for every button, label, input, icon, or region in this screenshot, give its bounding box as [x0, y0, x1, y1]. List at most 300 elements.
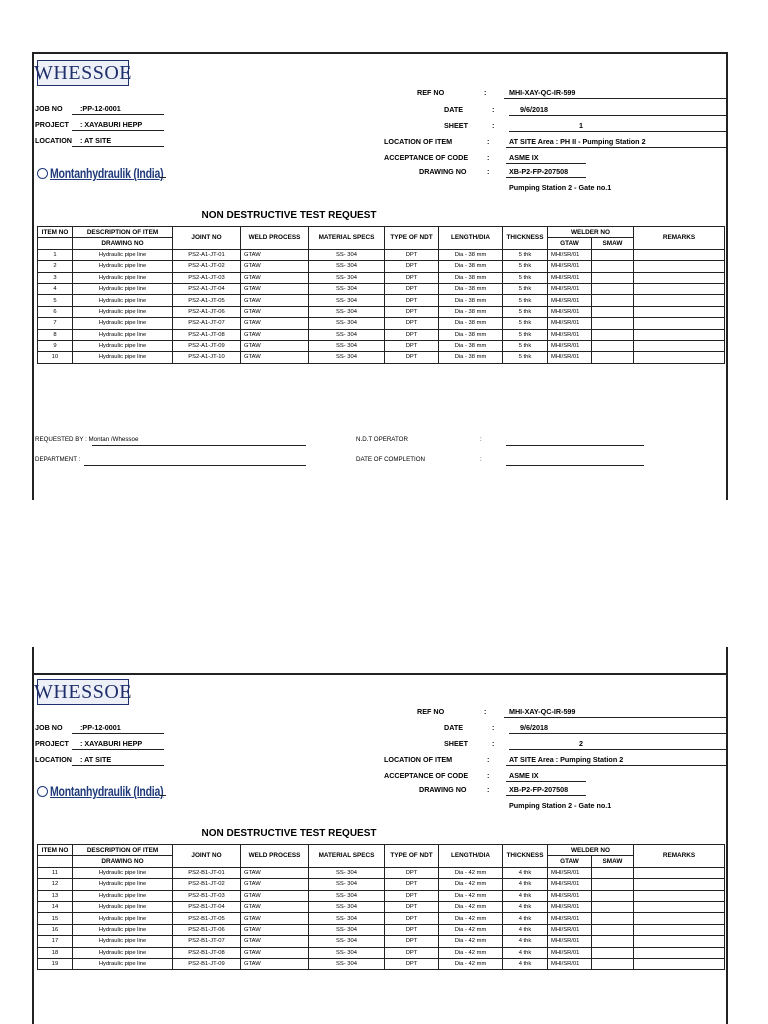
cell-weld-process: GTAW [241, 879, 309, 890]
cell-welder-smaw [592, 352, 634, 363]
header-welder-no: WELDER NO [548, 227, 634, 238]
cell-remarks [634, 901, 725, 912]
cell-description: Hydraulic pipe line [73, 352, 173, 363]
cell-remarks [634, 283, 725, 294]
cell-welder-smaw [592, 901, 634, 912]
cell-description: Hydraulic pipe line [73, 283, 173, 294]
table-row [38, 272, 725, 283]
location-label: LOCATION [35, 136, 72, 145]
cell-material-specs: SS- 304 [309, 283, 385, 294]
drawing-no-label: DRAWING NO [419, 785, 467, 794]
cell-remarks [634, 306, 725, 317]
cell-joint-no: PS2-A1-JT-02 [173, 261, 241, 272]
cell-type-of-ndt: DPT [385, 913, 439, 924]
location-of-item-label: LOCATION OF ITEM [384, 137, 453, 146]
table-title: NON DESTRUCTIVE TEST REQUEST [201, 828, 377, 839]
cell-joint-no: PS2-B1-JT-08 [173, 947, 241, 958]
cell-material-specs: SS- 304 [309, 958, 385, 969]
cell-welder-gtaw: MHI/SR/01 [548, 947, 592, 958]
drawing-no-colon: : [487, 785, 490, 794]
drawing-no-value: XB-P2-FP-207508 [509, 785, 569, 794]
cell-material-specs: SS- 304 [309, 936, 385, 947]
cell-description: Hydraulic pipe line [73, 329, 173, 340]
cell-length-dia: Dia - 42 mm [439, 901, 503, 912]
cell-description: Hydraulic pipe line [73, 867, 173, 878]
date-of-completion-colon: : [480, 456, 482, 463]
cell-length-dia: Dia - 42 mm [439, 890, 503, 901]
cell-material-specs: SS- 304 [309, 947, 385, 958]
ndt-table-2 [37, 844, 725, 970]
cell-length-dia: Dia - 38 mm [439, 352, 503, 363]
montanhydraulik-logo [37, 166, 195, 181]
cell-joint-no: PS2-B1-JT-04 [173, 901, 241, 912]
cell-item-no: 1 [38, 249, 73, 260]
header-type-of-ndt: TYPE OF NDT [385, 227, 439, 250]
table-row [38, 913, 725, 924]
table-body [38, 249, 725, 363]
cell-thickness: 5 thk [503, 272, 548, 283]
cell-welder-smaw [592, 340, 634, 351]
header-type-of-ndt: TYPE OF NDT [385, 845, 439, 868]
cell-welder-gtaw: MHI/SR/01 [548, 306, 592, 317]
cell-thickness: 5 thk [503, 261, 548, 272]
cell-description: Hydraulic pipe line [73, 295, 173, 306]
cell-weld-process: GTAW [241, 947, 309, 958]
date-value: 9/6/2018 [520, 723, 548, 732]
cell-thickness: 5 thk [503, 249, 548, 260]
cell-joint-no: PS2-B1-JT-05 [173, 913, 241, 924]
cell-thickness: 4 thk [503, 890, 548, 901]
table-row [38, 352, 725, 363]
montanhydraulik-emblem-icon [37, 168, 48, 179]
cell-weld-process: GTAW [241, 890, 309, 901]
location-of-item-value: AT SITE Area : Pumping Station 2 [509, 755, 624, 764]
cell-length-dia: Dia - 38 mm [439, 249, 503, 260]
ref-no-label: REF NO [417, 707, 445, 716]
cell-length-dia: Dia - 38 mm [439, 340, 503, 351]
cell-welder-gtaw: MHI/SR/01 [548, 936, 592, 947]
date-label: DATE [444, 105, 464, 114]
cell-thickness: 4 thk [503, 947, 548, 958]
cell-welder-gtaw: MHI/SR/01 [548, 901, 592, 912]
cell-material-specs: SS- 304 [309, 306, 385, 317]
header-smaw: SMAW [592, 238, 634, 249]
cell-length-dia: Dia - 42 mm [439, 913, 503, 924]
cell-welder-gtaw: MHI/SR/01 [548, 867, 592, 878]
cell-description: Hydraulic pipe line [73, 261, 173, 272]
cell-type-of-ndt: DPT [385, 283, 439, 294]
cell-description: Hydraulic pipe line [73, 306, 173, 317]
table-row [38, 924, 725, 935]
cell-welder-smaw [592, 272, 634, 283]
cell-item-no: 9 [38, 340, 73, 351]
drawing-no-value: XB-P2-FP-207508 [509, 167, 569, 176]
cell-joint-no: PS2-B1-JT-07 [173, 936, 241, 947]
cell-weld-process: GTAW [241, 295, 309, 306]
cell-remarks [634, 340, 725, 351]
table-row [38, 879, 725, 890]
cell-description: Hydraulic pipe line [73, 318, 173, 329]
cell-remarks [634, 867, 725, 878]
cell-remarks [634, 958, 725, 969]
cell-joint-no: PS2-B1-JT-09 [173, 958, 241, 969]
cell-welder-gtaw: MHI/SR/01 [548, 890, 592, 901]
header-smaw: SMAW [592, 856, 634, 867]
cell-material-specs: SS- 304 [309, 924, 385, 935]
cell-type-of-ndt: DPT [385, 890, 439, 901]
location-of-item-colon: : [487, 755, 490, 764]
ref-no-label: REF NO [417, 88, 445, 97]
ref-no-value: MHI-XAY-QC-IR-599 [509, 707, 576, 716]
cell-joint-no: PS2-B1-JT-06 [173, 924, 241, 935]
cell-description: Hydraulic pipe line [73, 936, 173, 947]
cell-welder-gtaw: MHI/SR/01 [548, 318, 592, 329]
cell-description: Hydraulic pipe line [73, 879, 173, 890]
header-item-no: ITEM NO [38, 227, 73, 238]
date-colon: : [492, 105, 495, 114]
header-joint-no: JOINT NO [173, 227, 241, 250]
cell-welder-gtaw: MHI/SR/01 [548, 272, 592, 283]
table-row [38, 901, 725, 912]
cell-joint-no: PS2-A1-JT-10 [173, 352, 241, 363]
project-value: : XAYABURI HEPP [80, 739, 143, 748]
cell-remarks [634, 261, 725, 272]
cell-welder-smaw [592, 947, 634, 958]
location-label: LOCATION [35, 755, 72, 764]
drawing-no-colon: : [487, 167, 490, 176]
cell-item-no: 13 [38, 890, 73, 901]
department: DEPARTMENT : [35, 456, 81, 463]
ref-no-value: MHI-XAY-QC-IR-599 [509, 88, 576, 97]
header-weld-process: WELD PROCESS [241, 845, 309, 868]
cell-thickness: 4 thk [503, 924, 548, 935]
cell-length-dia: Dia - 38 mm [439, 318, 503, 329]
acceptance-code-value: ASME IX [509, 153, 539, 162]
cell-weld-process: GTAW [241, 249, 309, 260]
sheet-label: SHEET [444, 739, 468, 748]
cell-item-no: 5 [38, 295, 73, 306]
cell-welder-smaw [592, 261, 634, 272]
cell-item-no: 10 [38, 352, 73, 363]
cell-welder-gtaw: MHI/SR/01 [548, 340, 592, 351]
cell-item-no: 14 [38, 901, 73, 912]
cell-welder-smaw [592, 936, 634, 947]
acceptance-code-value: ASME IX [509, 771, 539, 780]
cell-item-no: 2 [38, 261, 73, 272]
header-length-dia: LENGTH/DIA [439, 227, 503, 250]
cell-thickness: 4 thk [503, 958, 548, 969]
cell-material-specs: SS- 304 [309, 879, 385, 890]
cell-item-no: 15 [38, 913, 73, 924]
table-row [38, 249, 725, 260]
whessoe-logo-text: WHESSOE [34, 680, 132, 703]
cell-item-no: 18 [38, 947, 73, 958]
cell-description: Hydraulic pipe line [73, 249, 173, 260]
cell-thickness: 5 thk [503, 318, 548, 329]
cell-description: Hydraulic pipe line [73, 272, 173, 283]
cell-length-dia: Dia - 42 mm [439, 867, 503, 878]
cell-material-specs: SS- 304 [309, 913, 385, 924]
cell-welder-gtaw: MHI/SR/01 [548, 261, 592, 272]
cell-type-of-ndt: DPT [385, 352, 439, 363]
header-remarks: REMARKS [634, 845, 725, 868]
cell-thickness: 4 thk [503, 879, 548, 890]
ndt-operator-label: N.D.T OPERATOR [356, 436, 408, 443]
cell-joint-no: PS2-A1-JT-08 [173, 329, 241, 340]
cell-weld-process: GTAW [241, 936, 309, 947]
cell-weld-process: GTAW [241, 958, 309, 969]
cell-welder-smaw [592, 879, 634, 890]
table-header-row [38, 227, 725, 238]
cell-joint-no: PS2-A1-JT-06 [173, 306, 241, 317]
cell-description: Hydraulic pipe line [73, 924, 173, 935]
cell-type-of-ndt: DPT [385, 924, 439, 935]
cell-length-dia: Dia - 42 mm [439, 936, 503, 947]
ndt-sheet-2 [32, 647, 728, 1024]
cell-welder-gtaw: MHI/SR/01 [548, 879, 592, 890]
header-item-no: ITEM NO [38, 845, 73, 856]
cell-welder-smaw [592, 958, 634, 969]
cell-weld-process: GTAW [241, 283, 309, 294]
requested-by: REQUESTED BY : Montan /Whessoe [35, 436, 139, 443]
cell-welder-gtaw: MHI/SR/01 [548, 924, 592, 935]
cell-material-specs: SS- 304 [309, 272, 385, 283]
montanhydraulik-emblem-icon [37, 786, 48, 797]
montanhydraulik-logo-text: Montanhydraulik (India) [50, 784, 164, 799]
header-description: DESCRIPTION OF ITEM [73, 227, 173, 238]
drawing-description: Pumping Station 2 - Gate no.1 [509, 183, 612, 192]
table-row [38, 867, 725, 878]
table-row [38, 340, 725, 351]
project-value: : XAYABURI HEPP [80, 120, 143, 129]
cell-remarks [634, 947, 725, 958]
acceptance-code-label: ACCEPTANCE OF CODE [384, 771, 469, 780]
date-of-completion-label: DATE OF COMPLETION [356, 456, 425, 463]
project-label: PROJECT [35, 739, 69, 748]
table-header-row [38, 845, 725, 856]
cell-welder-smaw [592, 283, 634, 294]
date-value: 9/6/2018 [520, 105, 548, 114]
cell-type-of-ndt: DPT [385, 936, 439, 947]
cell-weld-process: GTAW [241, 329, 309, 340]
job-no-value: :PP-12-0001 [80, 723, 121, 732]
location-of-item-value: AT SITE Area : PH II - Pumping Station 2 [509, 137, 646, 146]
table-row [38, 295, 725, 306]
cell-description: Hydraulic pipe line [73, 958, 173, 969]
cell-material-specs: SS- 304 [309, 329, 385, 340]
cell-thickness: 5 thk [503, 352, 548, 363]
cell-type-of-ndt: DPT [385, 295, 439, 306]
cell-thickness: 4 thk [503, 867, 548, 878]
whessoe-logo [34, 60, 132, 86]
cell-type-of-ndt: DPT [385, 947, 439, 958]
cell-welder-gtaw: MHI/SR/01 [548, 913, 592, 924]
cell-welder-smaw [592, 329, 634, 340]
cell-item-no: 6 [38, 306, 73, 317]
cell-length-dia: Dia - 42 mm [439, 924, 503, 935]
cell-welder-gtaw: MHI/SR/01 [548, 329, 592, 340]
cell-welder-smaw [592, 295, 634, 306]
cell-remarks [634, 913, 725, 924]
cell-remarks [634, 329, 725, 340]
cell-weld-process: GTAW [241, 352, 309, 363]
cell-type-of-ndt: DPT [385, 329, 439, 340]
table-row [38, 936, 725, 947]
cell-material-specs: SS- 304 [309, 261, 385, 272]
cell-type-of-ndt: DPT [385, 340, 439, 351]
cell-thickness: 4 thk [503, 901, 548, 912]
cell-remarks [634, 924, 725, 935]
cell-description: Hydraulic pipe line [73, 913, 173, 924]
header-description: DESCRIPTION OF ITEM [73, 845, 173, 856]
cell-length-dia: Dia - 42 mm [439, 958, 503, 969]
header-remarks: REMARKS [634, 227, 725, 250]
cell-material-specs: SS- 304 [309, 352, 385, 363]
location-value: : AT SITE [80, 755, 112, 764]
cell-item-no: 17 [38, 936, 73, 947]
acceptance-code-colon: : [487, 153, 490, 162]
header-material-specs: MATERIAL SPECS [309, 845, 385, 868]
cell-material-specs: SS- 304 [309, 867, 385, 878]
ref-no-colon: : [484, 88, 487, 97]
cell-type-of-ndt: DPT [385, 901, 439, 912]
cell-length-dia: Dia - 38 mm [439, 329, 503, 340]
acceptance-code-label: ACCEPTANCE OF CODE [384, 153, 469, 162]
header-welder-no: WELDER NO [548, 845, 634, 856]
cell-joint-no: PS2-A1-JT-04 [173, 283, 241, 294]
cell-remarks [634, 318, 725, 329]
cell-thickness: 5 thk [503, 329, 548, 340]
table-row [38, 318, 725, 329]
header-joint-no: JOINT NO [173, 845, 241, 868]
cell-description: Hydraulic pipe line [73, 890, 173, 901]
cell-joint-no: PS2-A1-JT-03 [173, 272, 241, 283]
cell-length-dia: Dia - 42 mm [439, 947, 503, 958]
cell-welder-gtaw: MHI/SR/01 [548, 295, 592, 306]
cell-thickness: 5 thk [503, 283, 548, 294]
header-material-specs: MATERIAL SPECS [309, 227, 385, 250]
cell-joint-no: PS2-A1-JT-01 [173, 249, 241, 260]
cell-welder-smaw [592, 890, 634, 901]
cell-material-specs: SS- 304 [309, 295, 385, 306]
cell-material-specs: SS- 304 [309, 340, 385, 351]
cell-length-dia: Dia - 38 mm [439, 272, 503, 283]
cell-welder-gtaw: MHI/SR/01 [548, 352, 592, 363]
job-no-value: :PP-12-0001 [80, 104, 121, 113]
cell-thickness: 4 thk [503, 936, 548, 947]
location-value: : AT SITE [80, 136, 112, 145]
cell-weld-process: GTAW [241, 306, 309, 317]
project-label: PROJECT [35, 120, 69, 129]
montanhydraulik-logo-text: Montanhydraulik (India) [50, 166, 164, 181]
table-row [38, 261, 725, 272]
ndt-sheet-1 [32, 52, 728, 500]
cell-weld-process: GTAW [241, 924, 309, 935]
cell-item-no: 3 [38, 272, 73, 283]
cell-length-dia: Dia - 38 mm [439, 306, 503, 317]
cell-welder-smaw [592, 867, 634, 878]
header-thickness: THICKNESS [503, 845, 548, 868]
cell-weld-process: GTAW [241, 901, 309, 912]
table-row [38, 329, 725, 340]
header-gtaw: GTAW [548, 238, 592, 249]
job-no-label: JOB NO [35, 104, 63, 113]
ndt-operator-colon: : [480, 436, 482, 443]
acceptance-code-colon: : [487, 771, 490, 780]
table-row [38, 283, 725, 294]
drawing-no-label: DRAWING NO [419, 167, 467, 176]
cell-remarks [634, 890, 725, 901]
cell-welder-smaw [592, 924, 634, 935]
header-weld-process: WELD PROCESS [241, 227, 309, 250]
whessoe-logo [34, 679, 132, 705]
header-drawing-no: DRAWING NO [73, 856, 173, 867]
cell-type-of-ndt: DPT [385, 272, 439, 283]
cell-length-dia: Dia - 38 mm [439, 283, 503, 294]
cell-type-of-ndt: DPT [385, 306, 439, 317]
ref-no-colon: : [484, 707, 487, 716]
cell-joint-no: PS2-A1-JT-09 [173, 340, 241, 351]
cell-length-dia: Dia - 38 mm [439, 295, 503, 306]
cell-thickness: 5 thk [503, 340, 548, 351]
cell-material-specs: SS- 304 [309, 890, 385, 901]
ndt-table-1 [37, 226, 725, 364]
cell-material-specs: SS- 304 [309, 901, 385, 912]
cell-weld-process: GTAW [241, 272, 309, 283]
header-gtaw: GTAW [548, 856, 592, 867]
header-drawing-no: DRAWING NO [73, 238, 173, 249]
cell-item-no: 16 [38, 924, 73, 935]
table-row [38, 306, 725, 317]
job-no-label: JOB NO [35, 723, 63, 732]
table-title: NON DESTRUCTIVE TEST REQUEST [201, 210, 377, 221]
montanhydraulik-logo [37, 784, 195, 799]
cell-length-dia: Dia - 42 mm [439, 879, 503, 890]
cell-welder-smaw [592, 306, 634, 317]
cell-joint-no: PS2-A1-JT-07 [173, 318, 241, 329]
cell-remarks [634, 249, 725, 260]
cell-joint-no: PS2-B1-JT-01 [173, 867, 241, 878]
cell-item-no: 12 [38, 879, 73, 890]
whessoe-logo-text: WHESSOE [34, 61, 132, 84]
cell-description: Hydraulic pipe line [73, 901, 173, 912]
cell-welder-gtaw: MHI/SR/01 [548, 283, 592, 294]
cell-item-no: 4 [38, 283, 73, 294]
cell-type-of-ndt: DPT [385, 867, 439, 878]
cell-material-specs: SS- 304 [309, 318, 385, 329]
cell-type-of-ndt: DPT [385, 318, 439, 329]
cell-remarks [634, 295, 725, 306]
cell-thickness: 5 thk [503, 306, 548, 317]
cell-weld-process: GTAW [241, 340, 309, 351]
sheet-label: SHEET [444, 121, 468, 130]
cell-joint-no: PS2-A1-JT-05 [173, 295, 241, 306]
cell-welder-gtaw: MHI/SR/01 [548, 249, 592, 260]
table-row [38, 890, 725, 901]
cell-weld-process: GTAW [241, 913, 309, 924]
location-of-item-colon: : [487, 137, 490, 146]
cell-joint-no: PS2-B1-JT-03 [173, 890, 241, 901]
cell-remarks [634, 352, 725, 363]
drawing-description: Pumping Station 2 - Gate no.1 [509, 801, 612, 810]
header-length-dia: LENGTH/DIA [439, 845, 503, 868]
cell-weld-process: GTAW [241, 261, 309, 272]
cell-type-of-ndt: DPT [385, 249, 439, 260]
cell-remarks [634, 936, 725, 947]
cell-item-no: 8 [38, 329, 73, 340]
cell-weld-process: GTAW [241, 318, 309, 329]
cell-description: Hydraulic pipe line [73, 947, 173, 958]
